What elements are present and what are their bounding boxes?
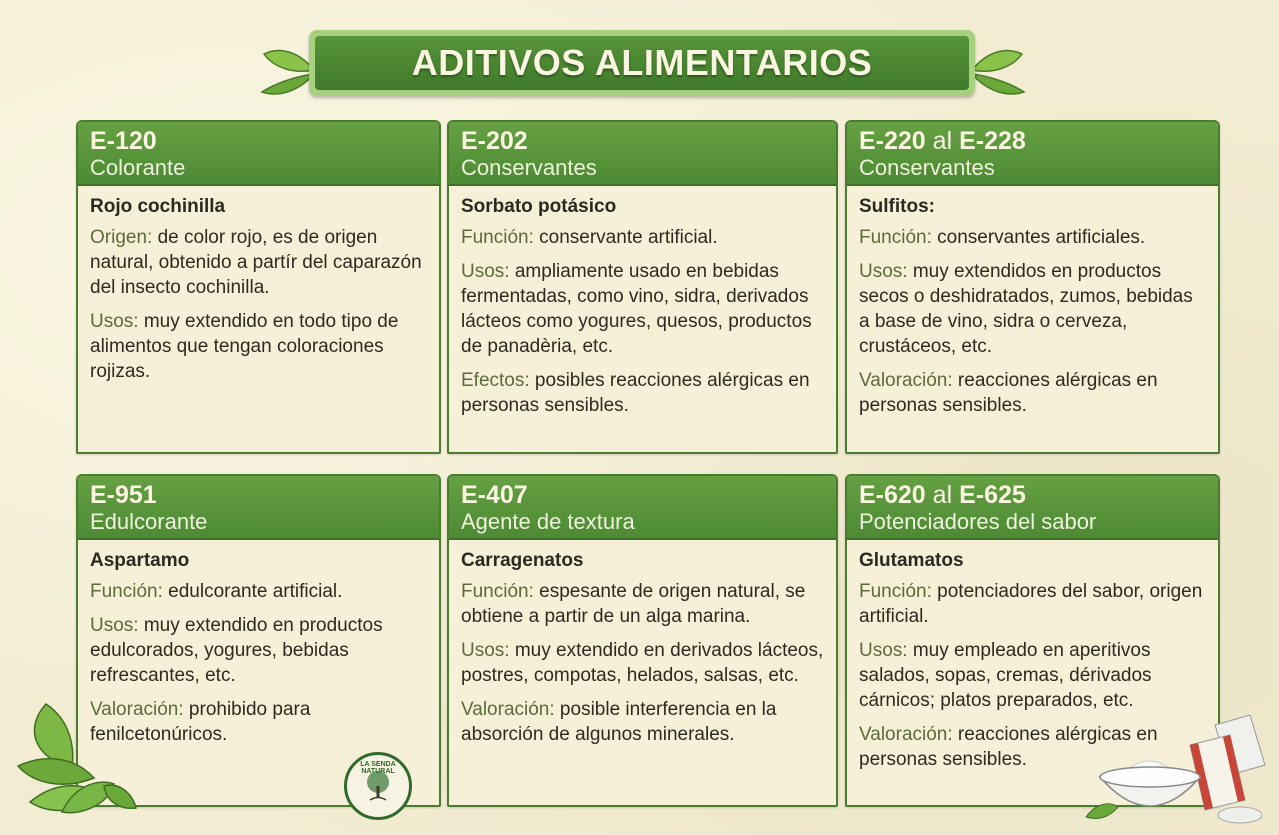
field-text: potenciadores del sabor, origen artificial. [859, 581, 1203, 627]
field-text: edulcorante artificial. [162, 581, 343, 602]
field-text: de color rojo, es de origen natural, obtenido a partír del caparazón del insecto cochinilla. [90, 227, 422, 298]
field-label: Función: [461, 227, 534, 248]
additive-name: Rojo cochinilla [90, 196, 226, 217]
page-title: ADITIVOS ALIMENTARIOS [411, 42, 873, 83]
field-label: Origen: [90, 227, 153, 248]
field-label: Usos: [461, 261, 510, 282]
additive-category: Potenciadores del sabor [859, 509, 1097, 534]
additive-code: E-120 [90, 127, 157, 155]
field-label: Función: [461, 581, 534, 602]
field-label: Usos: [90, 615, 139, 636]
additive-code: E-407 [461, 481, 528, 509]
additive-name: Glutamatos [859, 550, 964, 571]
field-text: muy empleado en aperitivos salados, sopas, cremas, dérivados cárnicos; platos preparados, etc. [859, 640, 1152, 711]
additive-code: E-202 [461, 127, 528, 155]
additive-name: Sulfitos: [859, 196, 935, 217]
field-text: reacciones alérgicas en personas sensibles. [859, 370, 1158, 416]
additive-category: Conservantes [859, 155, 995, 180]
field-text: muy extendido en derivados lácteos, postres, compotas, helados, salsas, etc. [461, 640, 824, 686]
additive-card-e202 [447, 120, 838, 454]
field-text: conservantes artificiales. [931, 227, 1146, 248]
field-label: Usos: [461, 640, 510, 661]
brand-logo [344, 752, 412, 820]
additive-category: Colorante [90, 155, 186, 180]
field-label: Valoración: [859, 724, 953, 745]
additive-card-e407 [447, 474, 838, 807]
leaves-bottom-left-icon [14, 698, 139, 818]
field-label: Función: [90, 581, 163, 602]
field-label: Valoración: [859, 370, 953, 391]
field-text: espesante de origen natural, se obtiene a partir de un alga marina. [461, 581, 806, 627]
field-text: muy extendido en todo tipo de alimentos que tengan coloraciones rojizas. [90, 311, 399, 382]
field-text: prohibido para fenilcetonúricos. [90, 699, 311, 745]
leaves-left-icon [256, 40, 316, 100]
title-banner [309, 30, 975, 96]
additive-card-e220-e228 [845, 120, 1220, 454]
field-text: reacciones alérgicas en personas sensibles. [859, 724, 1158, 770]
additive-category: Agente de textura [461, 509, 635, 534]
additive-category: Conservantes [461, 155, 597, 180]
additive-code: E-220 al E-228 [859, 127, 1026, 155]
additive-card-e120 [76, 120, 441, 454]
field-label: Valoración: [461, 699, 555, 720]
field-text: muy extendidos en productos secos o deshidratados, zumos, bebidas a base de vino, sidra o cerveza, crustáceos, etc. [859, 261, 1193, 357]
field-label: Valoración: [90, 699, 184, 720]
field-text: ampliamente usado en bebidas fermentadas, como vino, sidra, derivados lácteos como yogures, quesos, productos de panadèria, etc. [461, 261, 812, 357]
additive-name: Carragenatos [461, 550, 584, 571]
salt-bowl-icon [1080, 705, 1279, 830]
logo-text: LA SENDA NATURAL [360, 761, 396, 775]
field-text: conservante artificial. [533, 227, 718, 248]
additive-category: Edulcorante [90, 509, 208, 534]
field-label: Usos: [90, 311, 139, 332]
field-text: muy extendido en productos edulcorados, yogures, bebidas refrescantes, etc. [90, 615, 383, 686]
field-label: Función: [859, 227, 932, 248]
field-text: posibles reacciones alérgicas en personas sensibles. [461, 370, 810, 416]
field-text: posible interferencia en la absorción de algunos minerales. [461, 699, 777, 745]
additive-name: Aspartamo [90, 550, 190, 571]
field-label: Usos: [859, 261, 908, 282]
field-label: Usos: [859, 640, 908, 661]
additive-code: E-620 al E-625 [859, 481, 1026, 509]
field-label: Efectos: [461, 370, 530, 391]
additive-code: E-951 [90, 481, 157, 509]
field-label: Función: [859, 581, 932, 602]
additive-name: Sorbato potásico [461, 196, 617, 217]
leaves-right-icon [970, 40, 1030, 100]
